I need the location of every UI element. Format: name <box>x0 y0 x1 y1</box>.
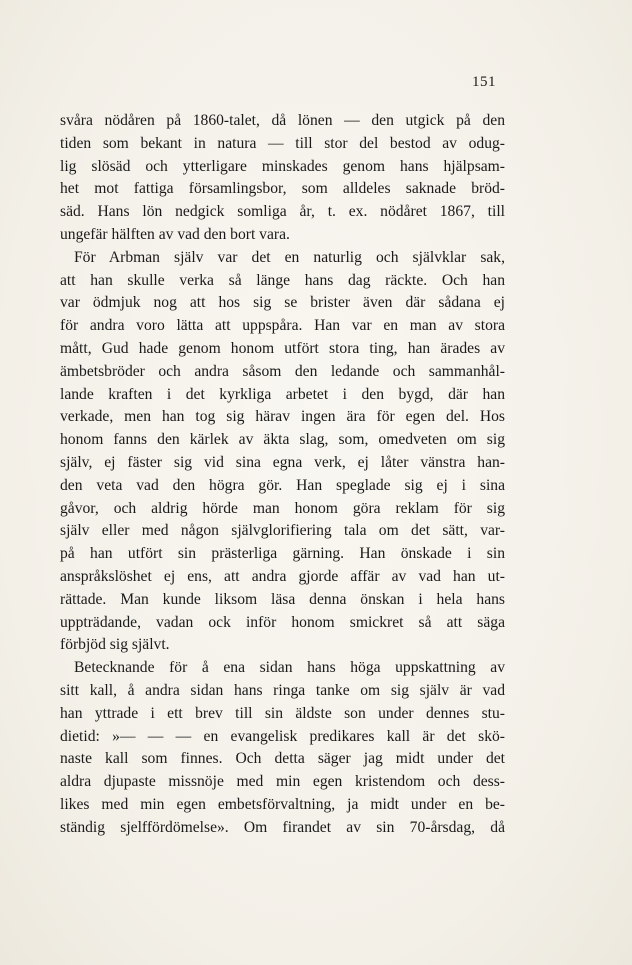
text-line: sitt kall, å andra sidan hans ringa tanke om sig själv är vad <box>60 681 505 699</box>
text-line: lig slösäd och ytterligare minskades genom hans hjälpsam- <box>60 157 505 175</box>
text-line: att han skulle verka så länge hans dag räckte. Och han <box>60 271 505 289</box>
text-line: förbjöd sig självt. <box>60 636 170 654</box>
text-line: ämbetsbröder och andra såsom den ledande och sammanhål- <box>60 362 505 380</box>
text-line: svåra nödåren på 1860-talet, då lönen — den utgick på den <box>60 112 505 129</box>
text-line: verkade, men han tog sig härav ingen ära för egen del. Hos <box>60 408 505 426</box>
text-line: själv, ej fäster sig vid sina egna verk, ej låter vänstra han- <box>60 453 505 471</box>
text-line: naste kall som finnes. Och detta säger jag midt under det <box>60 750 505 768</box>
text-line: ungefär hälften av vad den bort vara. <box>60 225 290 243</box>
text-line: het mot fattiga församlingsbor, som alldeles saknade bröd- <box>60 180 505 198</box>
text-line: på han utfört sin prästerliga gärning. Han önskade i sin <box>60 545 505 563</box>
text-line: uppträdande, vadan ock inför honom smickret så att säga <box>60 613 505 631</box>
text-line: mått, Gud hade genom honom utfört stora ting, han ärades av <box>60 339 505 357</box>
text-line: han yttrade i ett brev till sin äldste son under dennes stu- <box>60 704 505 722</box>
body-text <box>60 110 505 840</box>
text-line: aldra djupaste missnöje med min egen kristendom och dess- <box>60 773 505 791</box>
text-line: ständig sjelffördömelse». Om firandet av sin 70-årsdag, då <box>60 818 505 836</box>
text-line: dietid: »— — — en evangelisk predikares kall är det skö- <box>60 727 505 745</box>
text-line: själv eller med någon självglorifiering tala om det sätt, var- <box>60 522 505 540</box>
text-line: tiden som bekant in natura — till stor del bestod av odug- <box>60 134 505 152</box>
text-line: gåvor, och aldrig hörde man honom göra reklam för sig <box>60 499 505 517</box>
text-line: rättade. Man kunde liksom läsa denna önskan i hela hans <box>60 590 505 608</box>
text-line: den veta vad den högra gör. Han speglade sig ej i sina <box>60 476 505 494</box>
page-number: 151 <box>472 74 496 90</box>
text-line: säd. Hans lön nedgick somliga år, t. ex. nödåret 1867, till <box>60 203 505 221</box>
text-line: honom fanns den kärlek av äkta slag, som, omedveten om sig <box>60 431 505 449</box>
text-line: lande kraften i det kyrkliga arbetet i den bygd, där han <box>60 385 505 403</box>
text-line: För Arbman själv var det en naturlig och självklar sak, <box>74 248 505 266</box>
text-line: anspråkslöshet ej ens, att andra gjorde affär av vad han ut- <box>60 567 505 585</box>
text-line: för andra voro lätta att uppspåra. Han var en man av stora <box>60 317 505 335</box>
text-line: Betecknande för å ena sidan hans höga uppskattning av <box>74 659 505 677</box>
text-line: likes med min egen embetsförvaltning, ja midt under en be- <box>60 795 505 813</box>
text-line: var ödmjuk nog att hos sig se brister även där sådana ej <box>60 294 505 312</box>
